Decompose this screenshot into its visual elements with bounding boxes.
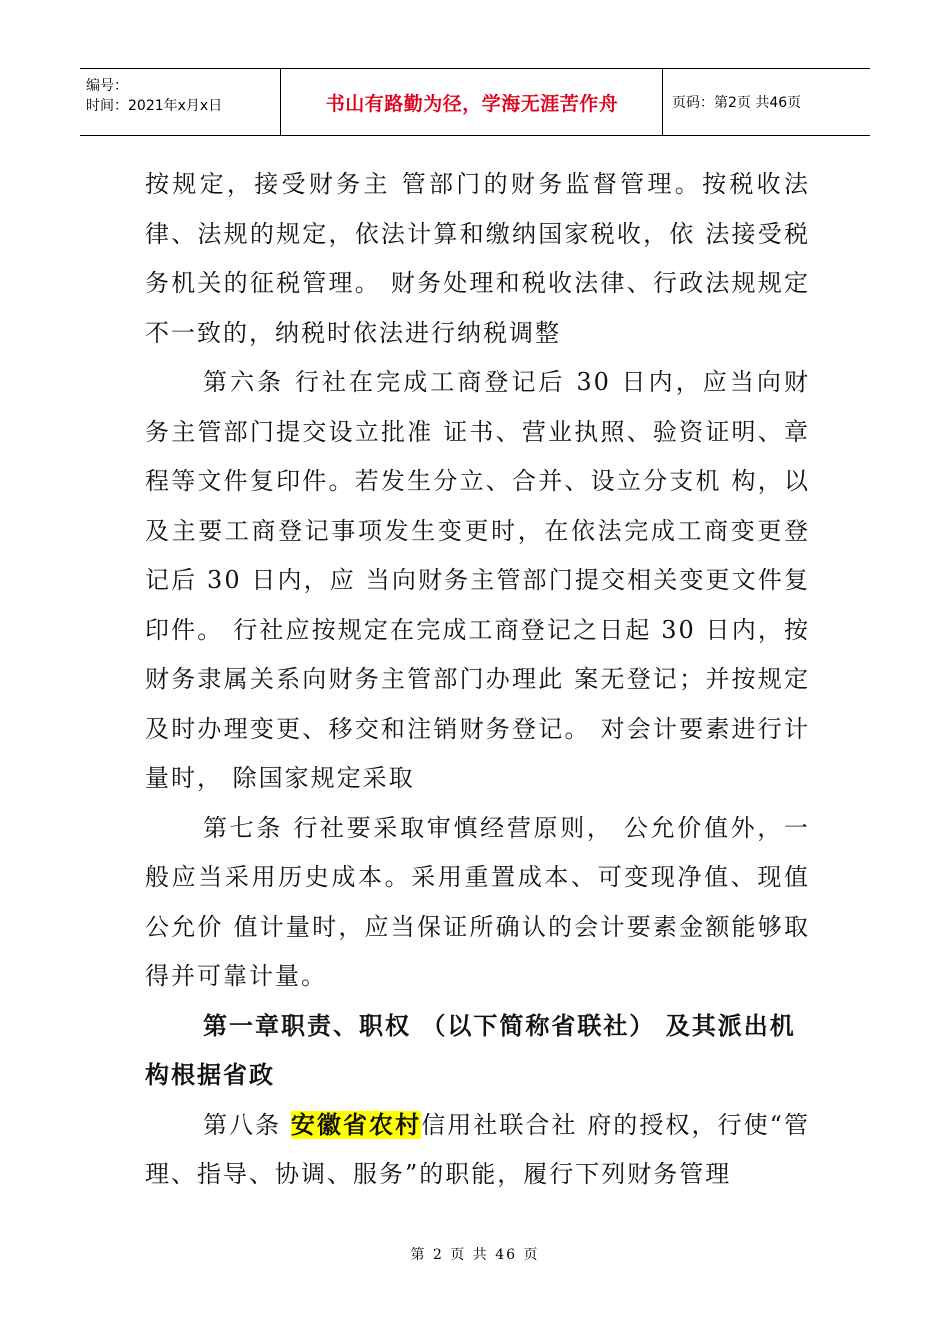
header-motto: 书山有路勤为径，学海无涯苦作舟	[325, 92, 619, 115]
paragraph: 按规定，接受财务主 管部门的财务监督管理。按税收法律、法规的规定，依法计算和缴纳国家税收，依 法接受税务机关的征税管理。 财务处理和税收法律、行政法规规定不一致的，纳税时依法进行纳税调整	[145, 170, 810, 347]
doc-number-label: 编号：	[86, 78, 128, 94]
page-footer: 第 2 页 共 46 页	[410, 1247, 540, 1263]
chapter-heading: 第一章职责、职权 （以下简称省联社） 及其派出机构根据省政	[145, 1011, 796, 1089]
page-header	[80, 68, 870, 136]
document-body	[145, 160, 810, 1200]
header-meta	[80, 69, 280, 135]
article-8-start: 第八条	[203, 1110, 291, 1139]
paragraph-article-8	[145, 1101, 810, 1200]
header-divider	[280, 69, 281, 135]
doc-time-label: 时间：2021年x月x日	[86, 98, 223, 114]
header-page-info: 页码：第2页 共46页	[672, 95, 802, 111]
paragraph-article-7: 第七条 行社要采取审慎经营原则， 公允价值外，一般应当采用历史成本。采用重置成本、可变现净值、现值公允价 值计量时，应当保证所确认的会计要素金额能够取得并可靠计量。	[145, 813, 810, 990]
paragraph-article-6: 第六条 行社在完成工商登记后 30 日内，应当向财务主管部门提交设立批准 证书、营业执照、验资证明、章程等文件复印件。若发生分立、合并、设立分支机 构，以及主要工商登记事项发生变更时，在依法完成工商变更登记后 30 日内，应 当向财务主管部门提交相关变更文件复印件。 行社应按规定在完成工商登记之日起 30 日内，按财务隶属关系向财务主管部门办理此 案无登记；并按规定及时办理变更、移交和注销财务登记。 对会计要素进行计量时， 除国家规定采取	[145, 368, 810, 792]
highlighted-text: 安徽省农村	[290, 1110, 422, 1139]
article-8-rest: 信用社联合社 府的授权，行使“管理、指导、协调、服务”的职能，履行下列财务管理	[145, 1110, 810, 1188]
header-divider	[662, 69, 663, 135]
